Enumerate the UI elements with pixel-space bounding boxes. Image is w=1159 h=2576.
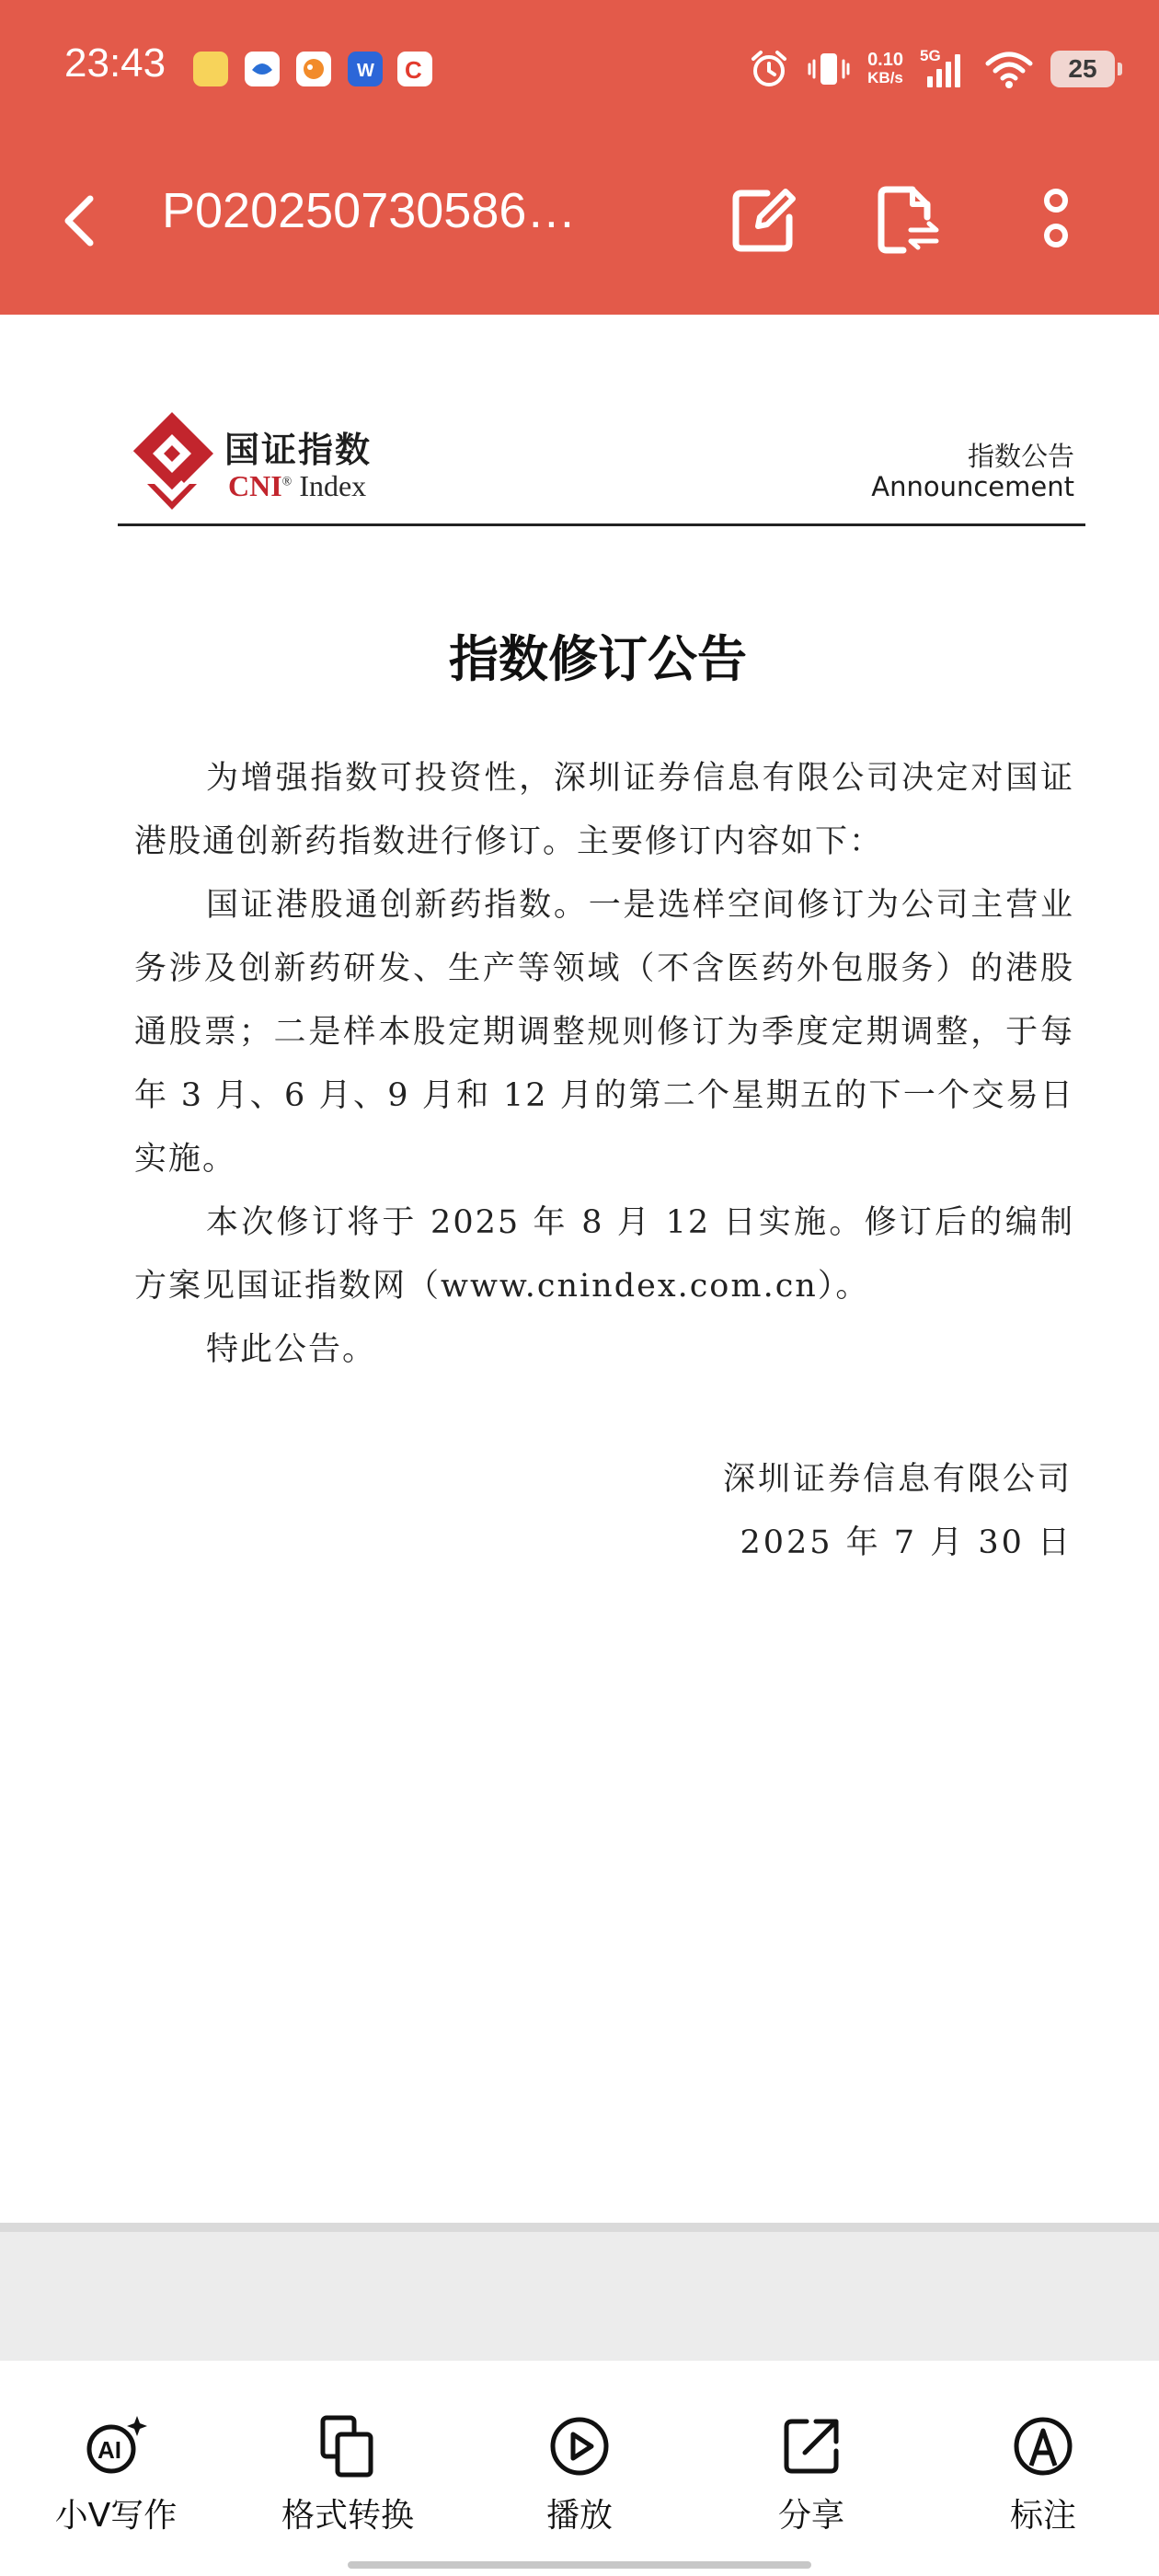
share-icon bbox=[777, 2412, 845, 2480]
net-speed bbox=[867, 51, 903, 87]
logo-name-cn: 国证指数 bbox=[224, 429, 373, 470]
header-label-en: Announcement bbox=[871, 471, 1074, 502]
cellular-signal-icon bbox=[920, 47, 968, 91]
more-icon[interactable] bbox=[1019, 180, 1093, 259]
ai-write-icon bbox=[82, 2412, 150, 2480]
annotate-button[interactable] bbox=[951, 2412, 1135, 2535]
notes-app-icon bbox=[193, 52, 228, 86]
alarm-icon bbox=[748, 48, 790, 90]
convert-icon[interactable] bbox=[870, 180, 944, 259]
logo-index-word: Index bbox=[299, 469, 367, 502]
c-app-icon bbox=[397, 52, 432, 86]
home-indicator[interactable] bbox=[348, 2561, 811, 2569]
bottom-toolbar bbox=[0, 2361, 1159, 2576]
share-button[interactable] bbox=[719, 2412, 903, 2535]
paragraph: 特此公告。 bbox=[206, 1331, 377, 1368]
header-divider bbox=[118, 523, 1085, 526]
net-speed-unit: KB/s bbox=[867, 69, 903, 86]
header-label-cn: 指数公告 bbox=[967, 441, 1074, 472]
vibrate-icon bbox=[807, 48, 851, 90]
play-button[interactable] bbox=[488, 2412, 671, 2535]
edit-icon[interactable] bbox=[727, 180, 800, 259]
signature-org: 深圳证券信息有限公司 bbox=[722, 1461, 1073, 1498]
ai-write-label: 小V写作 bbox=[54, 2497, 178, 2535]
back-icon[interactable] bbox=[55, 184, 101, 258]
play-icon bbox=[545, 2412, 614, 2480]
network-type: 5G bbox=[920, 47, 941, 64]
ai-write-button[interactable] bbox=[24, 2412, 208, 2535]
format-convert-icon bbox=[314, 2412, 382, 2480]
logo-name-en bbox=[228, 469, 366, 503]
svg-text:W: W bbox=[357, 61, 374, 81]
file-title: P020250730586… bbox=[162, 183, 577, 238]
svg-text:C: C bbox=[405, 56, 422, 84]
logo-reg-mark: ® bbox=[281, 475, 293, 489]
wps-app-icon bbox=[348, 52, 383, 86]
document-title: 指数修订公告 bbox=[449, 629, 747, 688]
annotate-icon bbox=[1009, 2412, 1077, 2480]
paragraph: 国证港股通创新药指数。一是选样空间修订为公司主营业务涉及创新药研发、生产等领域（不含医药外包服务）的港股通股票；二是样本股定期调整规则修订为季度定期调整，于每年 3 月、6 月、9 月和 12 月的第二个星期五的下一个交易日实施。 bbox=[134, 887, 1074, 1178]
svg-text:AI: AI bbox=[98, 2436, 121, 2464]
document-body bbox=[134, 747, 1074, 1382]
paragraph: 本次修订将于 2025 年 8 月 12 日实施。修订后的编制方案见国证指数网（www.cnindex.com.cn）。 bbox=[134, 1204, 1074, 1305]
annotate-label: 标注 bbox=[1009, 2497, 1076, 2535]
signature-date: 2025 年 7 月 30 日 bbox=[740, 1524, 1073, 1561]
page-gap bbox=[0, 2223, 1159, 2361]
battery-indicator bbox=[1050, 51, 1115, 87]
play-label: 播放 bbox=[545, 2497, 613, 2535]
battery-level: 25 bbox=[1068, 54, 1097, 83]
paragraph: 为增强指数可投资性，深圳证券信息有限公司决定对国证港股通创新药指数进行修订。主要修订内容如下： bbox=[134, 760, 1074, 860]
format-convert-label: 格式转换 bbox=[281, 2497, 414, 2535]
net-speed-value: 0.10 bbox=[867, 50, 903, 70]
wifi-icon bbox=[984, 49, 1034, 89]
status-time: 23:43 bbox=[64, 40, 166, 86]
browser-app-icon bbox=[245, 52, 280, 86]
game-app-icon bbox=[296, 52, 331, 86]
signature-block bbox=[723, 1448, 1073, 1575]
format-convert-button[interactable] bbox=[256, 2412, 440, 2535]
cni-logo-icon bbox=[129, 410, 215, 512]
logo-brand: CNI bbox=[228, 469, 282, 502]
app-header bbox=[0, 0, 1159, 315]
share-label: 分享 bbox=[777, 2497, 844, 2535]
